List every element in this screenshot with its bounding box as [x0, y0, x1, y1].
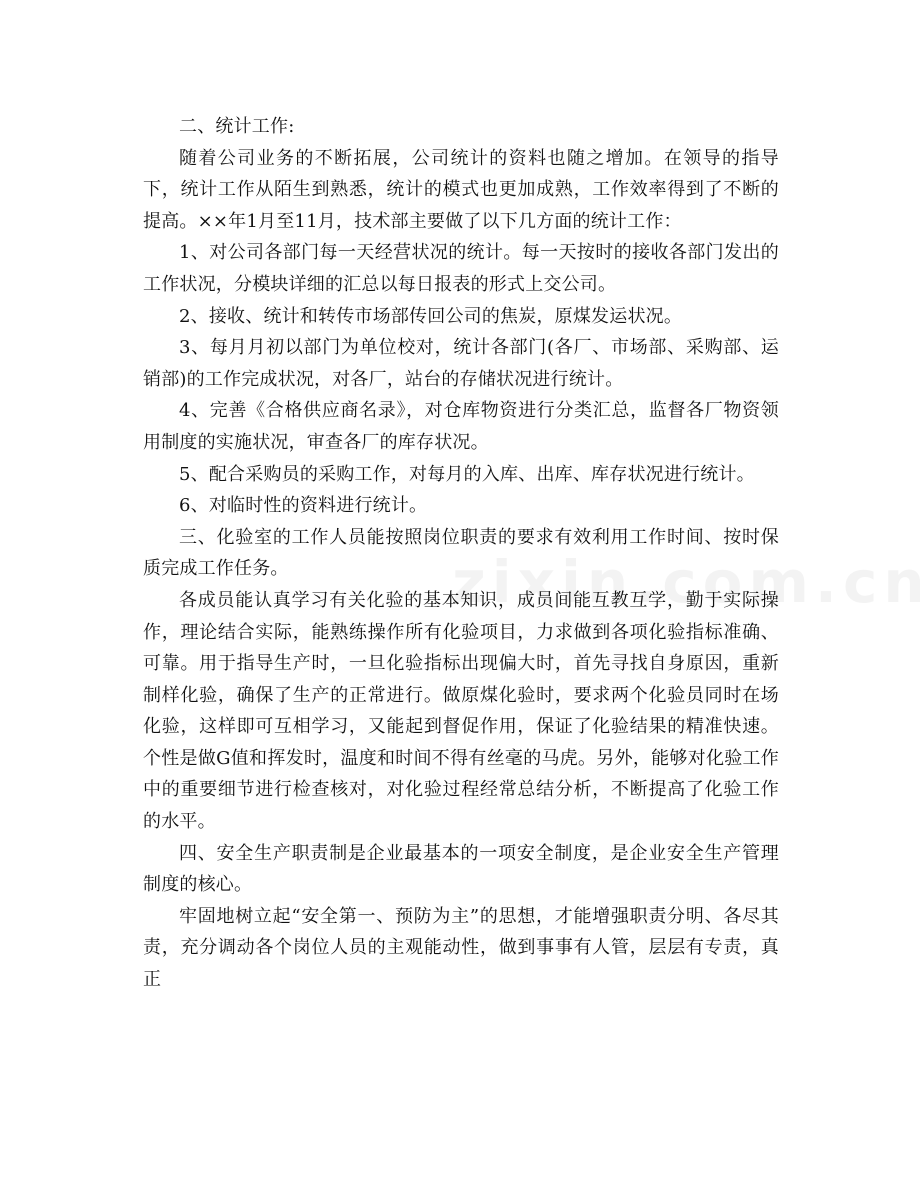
- paragraph-safety-body: 牢固地树立起“安全第一、预防为主”的思想，才能增强职责分明、各尽其责，充分调动各个岗位人员的主观能动性，做到事事有人管，层层有专责，真正: [143, 905, 779, 991]
- list-item-1: 1、对公司各部门每一天经营状况的统计。每一天按时的接收各部门发出的工作状况，分模块详细的汇总以每日报表的形式上交公司。: [143, 242, 779, 295]
- list-item-5: 5、配合采购员的采购工作，对每月的入库、出库、库存状况进行统计。: [179, 463, 755, 485]
- paragraph-lab-body: 各成员能认真学习有关化验的基本知识，成员间能互教互学，勤于实际操作，理论结合实际，能熟练操作所有化验项目，力求做到各项化验指标准确、可靠。用于指导生产时，一旦化验指标出现偏大时，首先寻找自身原因，重新制样化验，确保了生产的正常进行。做原煤化验时，要求两个化验员同时在场化验，这样即可互相学习，又能起到督促作用，保证了化验结果的精准快速。个性是做G值和挥发时，温度和时间不得有丝毫的马虎。另外，能够对化验工作中的重要细节进行检查核对，对化验过程经常总结分析，不断提高了化验工作的水平。: [143, 589, 779, 833]
- list-item-3: 3、每月月初以部门为单位校对，统计各部门(各厂、市场部、采购部、运销部)的工作完成状况，对各厂，站台的存储状况进行统计。: [143, 337, 779, 390]
- list-item-6: 6、对临时性的资料进行统计。: [179, 495, 428, 517]
- document-body: [143, 111, 779, 996]
- section-heading-safety: 四、安全生产职责制是企业最基本的一项安全制度，是企业安全生产管理制度的核心。: [143, 842, 779, 896]
- paragraph-statistics-intro: 随着公司业务的不断拓展，公司统计的资料也随之增加。在领导的指导下，统计工作从陌生到熟悉，统计的模式也更加成熟，工作效率得到了不断的提高。××年1月至11月，技术部主要做了以下几方面的统计工作：: [143, 147, 779, 232]
- section-heading-lab: 三、化验室的工作人员能按照岗位职责的要求有效利用工作时间、按时保质完成工作任务。: [143, 526, 779, 580]
- section-heading-statistics: 二、统计工作:: [179, 116, 295, 137]
- list-item-4: 4、完善《合格供应商名录》，对仓库物资进行分类汇总，监督各厂物资领用制度的实施状况，审查各厂的库存状况。: [143, 400, 779, 453]
- list-item-2: 2、接收、统计和转传市场部传回公司的焦炭，原煤发运状况。: [179, 305, 683, 327]
